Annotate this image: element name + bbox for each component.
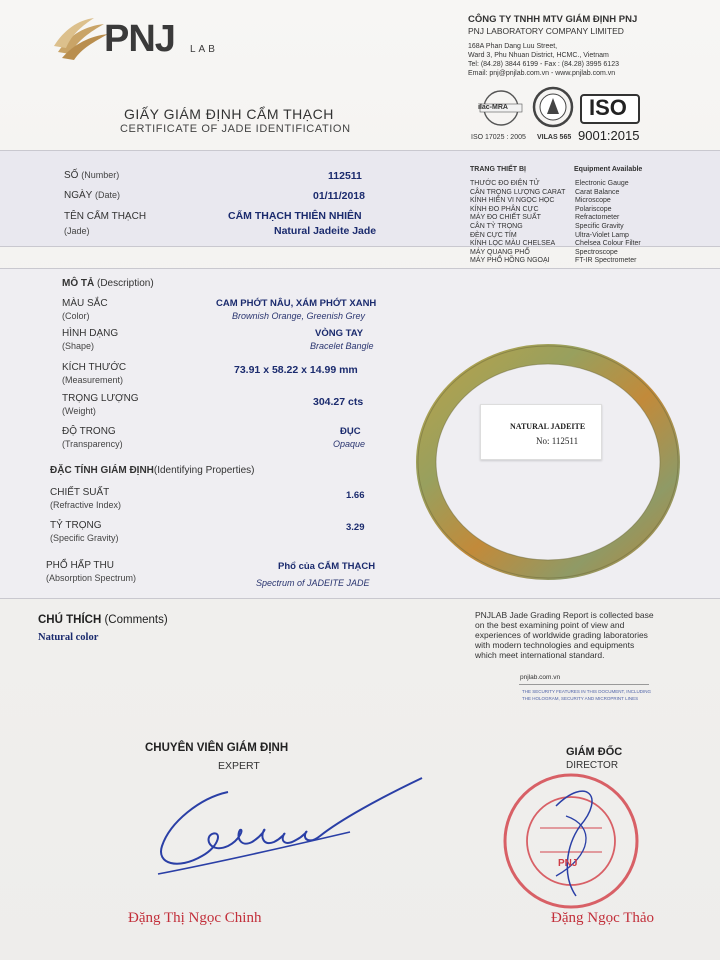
identifying-heading: ĐẶC TÍNH GIÁM ĐỊNH(Identifying Properties) bbox=[50, 465, 255, 476]
address-line-2: Ward 3, Phu Nhuan District, HCMC., Vietnam bbox=[468, 52, 609, 59]
spectrum-value-vi: Phổ của CẨM THẠCH bbox=[278, 561, 376, 572]
color-label-vi: MÀU SẮC bbox=[62, 298, 108, 309]
jade-label-en: (Jade) bbox=[64, 226, 90, 236]
shape-label-vi: HÌNH DẠNG bbox=[62, 328, 119, 339]
expert-signature bbox=[140, 772, 440, 887]
weight-value: 304.27 cts bbox=[313, 396, 364, 408]
jade-value-vi: CẨM THẠCH THIÊN NHIÊN bbox=[228, 210, 362, 222]
director-title-vi: GIÁM ĐỐC bbox=[566, 746, 623, 758]
company-name-vi: CÔNG TY TNHH MTV GIÁM ĐỊNH PNJ bbox=[468, 14, 638, 25]
iso-9001-label: 9001:2015 bbox=[578, 128, 640, 143]
measurement-label-vi: KÍCH THƯỚC bbox=[62, 362, 127, 373]
comments-value: Natural color bbox=[38, 632, 99, 643]
tag-line-1: NATURAL JADEITE bbox=[510, 422, 586, 431]
iso-text: ISO bbox=[589, 95, 627, 120]
iso-17025-label: ISO 17025 : 2005 bbox=[471, 134, 526, 141]
sg-label-en: (Specific Gravity) bbox=[50, 533, 119, 543]
vilas-label: VILAS 565 bbox=[537, 134, 572, 141]
weight-label-vi: TRỌNG LƯỢNG bbox=[62, 393, 139, 404]
boa-seal bbox=[532, 86, 574, 133]
address-line-1: 168A Phan Dang Luu Street, bbox=[468, 43, 558, 50]
pnj-logo bbox=[52, 14, 112, 69]
company-name-en: PNJ LABORATORY COMPANY LIMITED bbox=[468, 26, 624, 36]
shape-value-vi: VÒNG TAY bbox=[315, 328, 364, 339]
spectrum-value-en: Spectrum of JADEITE JADE bbox=[256, 578, 370, 588]
certificate-title-vi: GIẤY GIÁM ĐỊNH CẨM THẠCH bbox=[124, 106, 334, 122]
equipment-list-en: Electronic Gauge Carat Balance Microscope Polariscope Refractometer Specific Gravity Ultra-Violet Lamp Chelsea Colour Filter Spectroscope FT-IR Spectrometer bbox=[575, 180, 641, 265]
equipment-list-vi: THƯỚC ĐO ĐIỆN TỬ CÂN TRỌNG LƯỢNG CARAT KÍNH HIỂN VI NGỌC HỌC KÍNH ĐO PHÂN CỰC MÁY ĐO CHIẾT SUẤT CÂN TỶ TRỌNG ĐÈN CỰC TÍM KÍNH LỌC MÀU CHELSEA MÁY QUANG PHỔ MÁY PHỔ HỒNG NGOẠI bbox=[470, 180, 566, 265]
sg-value: 3.29 bbox=[346, 522, 365, 533]
ri-label-vi: CHIẾT SUẤT bbox=[50, 487, 110, 498]
expert-title-en: EXPERT bbox=[218, 760, 260, 772]
comments-heading: CHÚ THÍCH (Comments) bbox=[38, 614, 168, 626]
report-statement: PNJLAB Jade Grading Report is collected base on the best examining point of view and experiences of worldwide grading laboratories with modern technologies and equipments which meet international standard. bbox=[475, 610, 654, 660]
color-label-en: (Color) bbox=[62, 311, 90, 321]
equipment-heading-vi: TRANG THIẾT BỊ bbox=[470, 166, 526, 173]
date-label: NGÀY (Date) bbox=[64, 190, 120, 201]
color-value-vi: CAM PHỚT NÂU, XÁM PHỚT XANH bbox=[216, 298, 377, 309]
transparency-label-vi: ĐỘ TRONG bbox=[62, 426, 116, 437]
description-heading: MÔ TẢ (Description) bbox=[62, 278, 154, 289]
expert-name: Đặng Thị Ngọc Chinh bbox=[128, 910, 262, 926]
certificate-title-en: CERTIFICATE OF JADE IDENTIFICATION bbox=[120, 123, 351, 135]
measurement-label-en: (Measurement) bbox=[62, 375, 124, 385]
date-value: 01/11/2018 bbox=[313, 190, 365, 202]
director-name: Đặng Ngọc Thảo bbox=[551, 910, 655, 926]
measurement-value: 73.91 x 58.22 x 14.99 mm bbox=[234, 364, 358, 376]
shape-label-en: (Shape) bbox=[62, 341, 95, 351]
ilac-mra-text: ilac-MRA bbox=[478, 104, 508, 111]
sg-label-vi: TỶ TRỌNG bbox=[50, 520, 102, 531]
phone-fax: Tel: (84.28) 3844 6199 - Fax : (84.28) 3995 6123 bbox=[468, 61, 619, 68]
ri-label-en: (Refractive Index) bbox=[50, 500, 122, 510]
security-note: THE SECURITY FEATURES IN THIS DOCUMENT, INCLUDING THE HOLOGRAM, SECURITY AND MICROPRINT LINES bbox=[522, 689, 652, 701]
logo-text: PNJ bbox=[104, 18, 175, 60]
bangle-tag bbox=[480, 404, 602, 460]
company-stamp bbox=[496, 766, 646, 921]
tag-line-2: No: 112511 bbox=[536, 436, 579, 446]
director-title-en: DIRECTOR bbox=[566, 760, 619, 771]
spectrum-label-en: (Absorption Spectrum) bbox=[46, 573, 137, 583]
number-label: SỐ (Number) bbox=[64, 170, 120, 181]
transparency-value-vi: ĐỤC bbox=[340, 426, 361, 437]
logo-lab: LAB bbox=[190, 44, 218, 55]
transparency-value-en: Opaque bbox=[333, 439, 366, 449]
expert-title-vi: CHUYÊN VIÊN GIÁM ĐỊNH bbox=[145, 742, 289, 754]
website: pnjlab.com.vn bbox=[520, 674, 561, 681]
stamp-pnj-text: PNJ bbox=[558, 858, 578, 869]
jade-value-en: Natural Jadeite Jade bbox=[274, 225, 377, 237]
equipment-heading-en: Equipment Available bbox=[574, 166, 643, 173]
color-value-en: Brownish Orange, Greenish Grey bbox=[232, 311, 366, 321]
shape-value-en: Bracelet Bangle bbox=[310, 341, 374, 351]
spectrum-label-vi: PHỔ HẤP THU bbox=[46, 560, 114, 571]
pnj-swirl-icon bbox=[52, 14, 112, 64]
ri-value: 1.66 bbox=[346, 490, 365, 501]
email-web: Email: pnj@pnjlab.com.vn - www.pnjlab.com.vn bbox=[468, 70, 616, 77]
jade-label-vi: TÊN CẨM THẠCH bbox=[64, 211, 147, 222]
number-value: 112511 bbox=[328, 170, 362, 182]
weight-label-en: (Weight) bbox=[62, 406, 96, 416]
jade-bangle-photo bbox=[412, 340, 684, 589]
transparency-label-en: (Transparency) bbox=[62, 439, 123, 449]
